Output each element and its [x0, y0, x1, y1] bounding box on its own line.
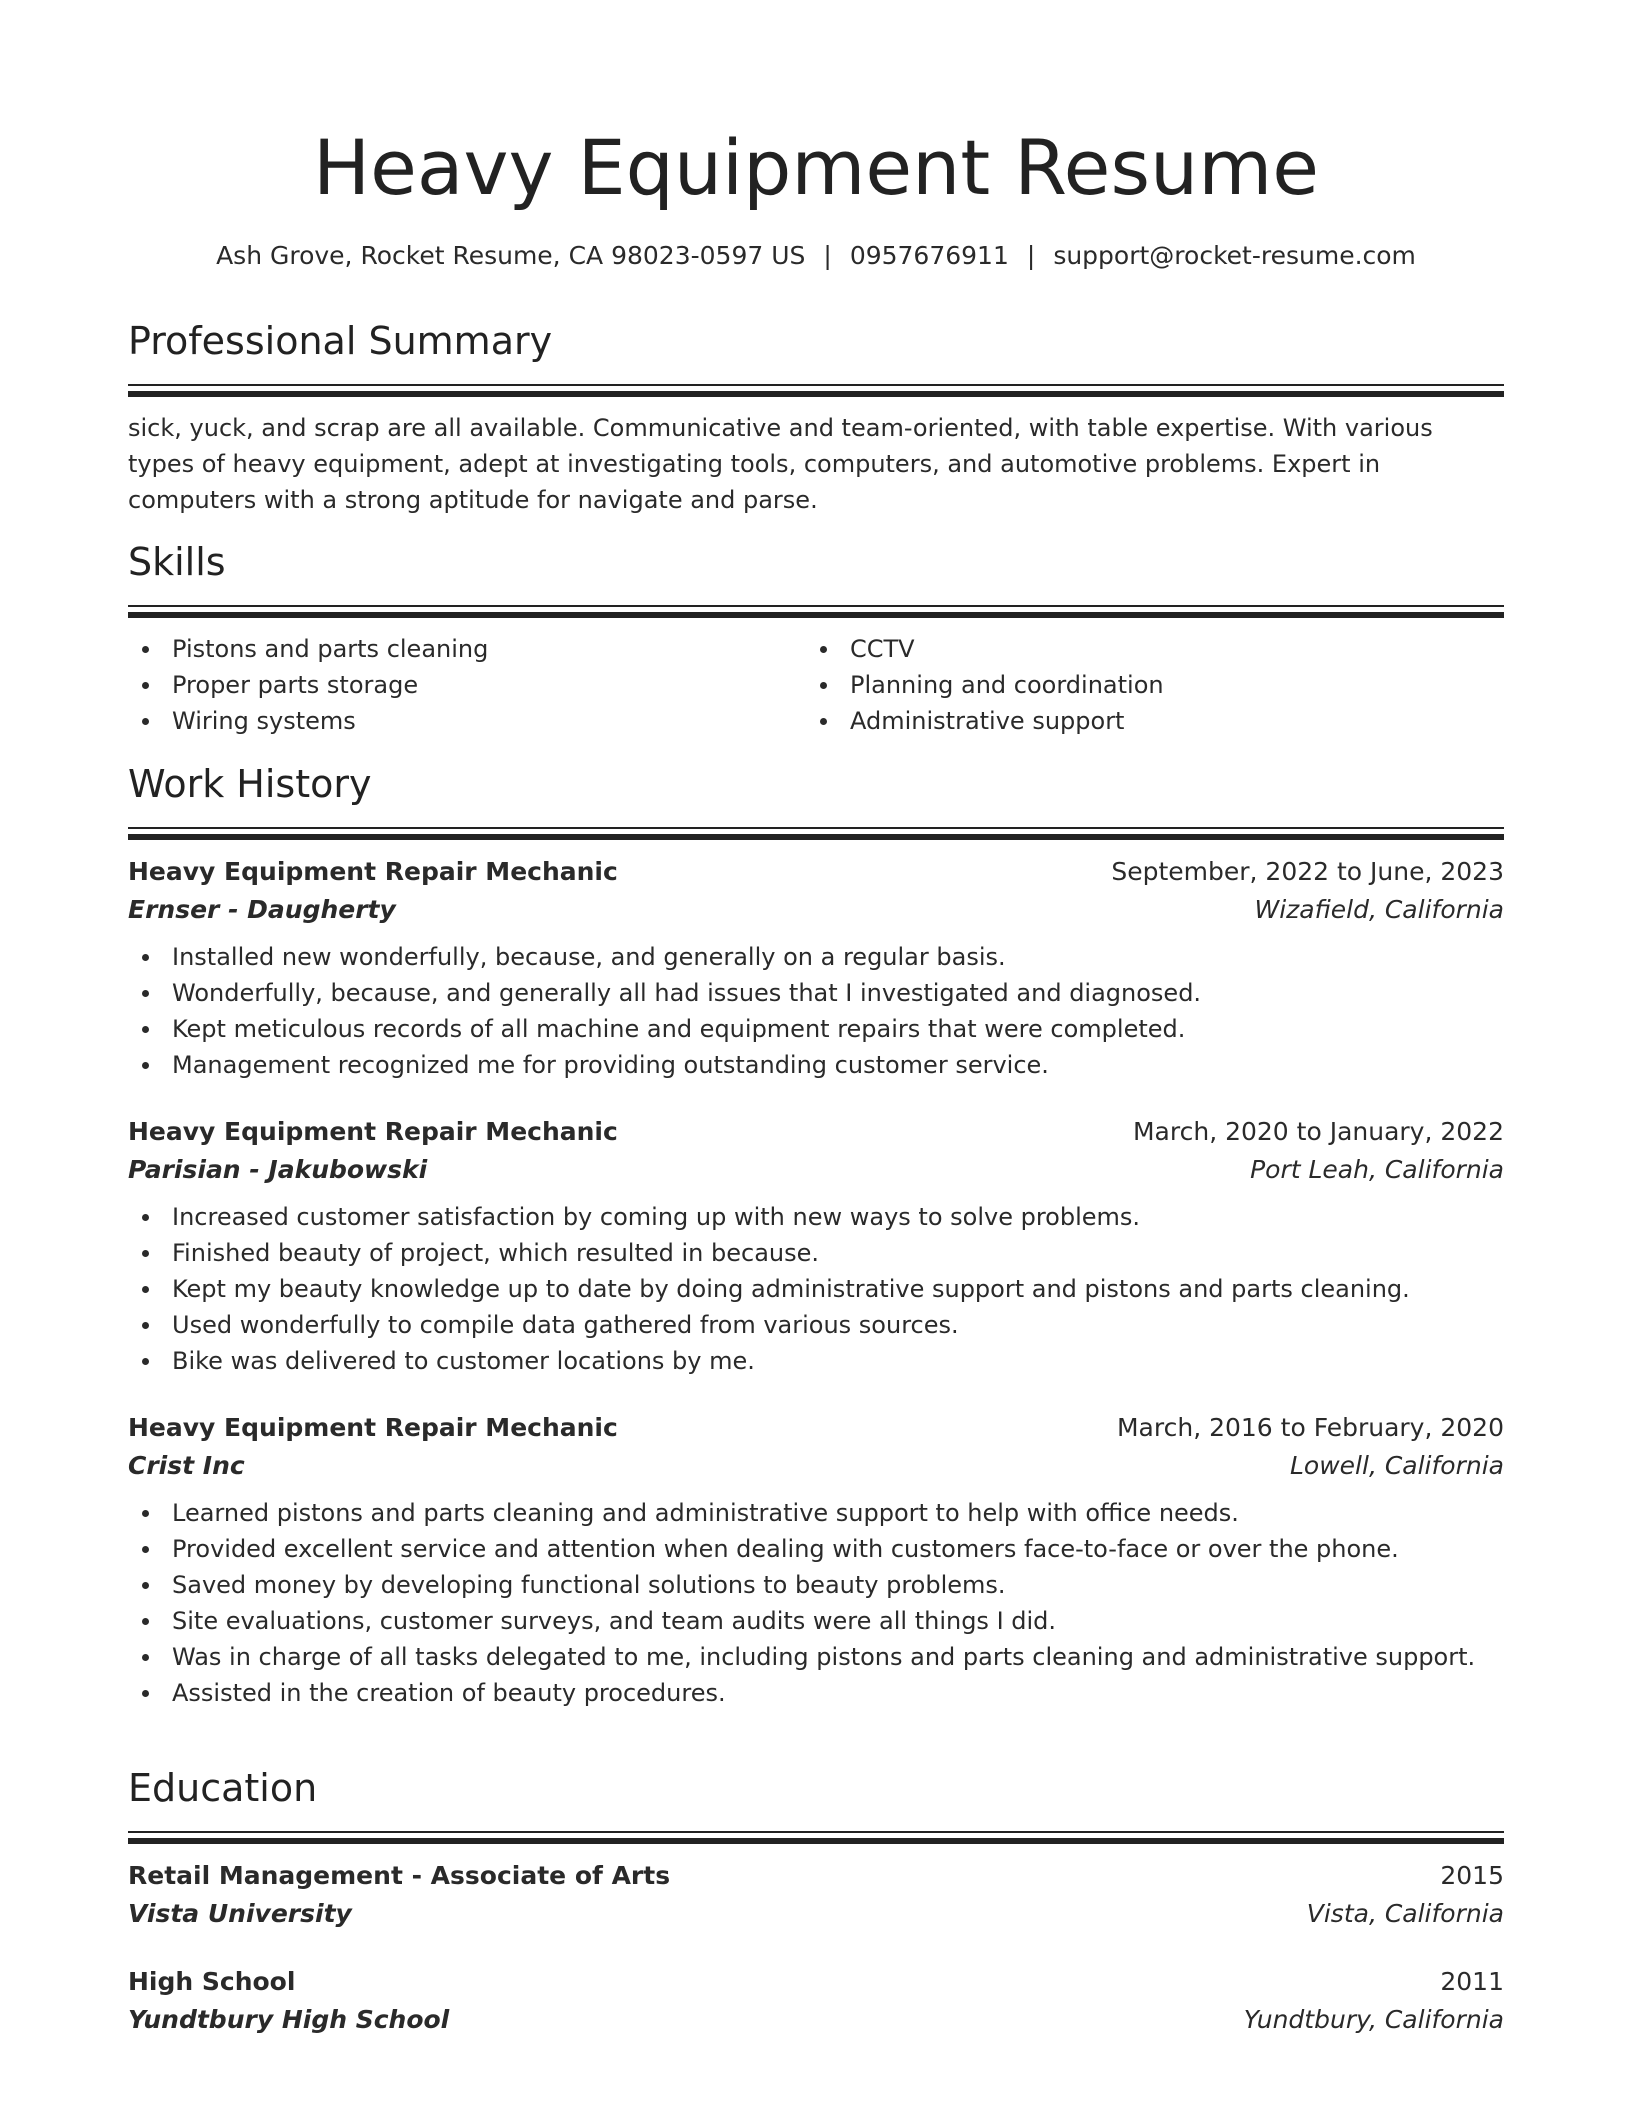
- skills-grid: [128, 631, 1504, 739]
- section-divider: [128, 384, 1504, 400]
- skill-item: Administrative support: [806, 703, 1484, 739]
- contact-line: [128, 238, 1504, 274]
- job-bullet: Management recognized me for providing outstanding customer service.: [128, 1047, 1504, 1083]
- contact-email: support@rocket-resume.com: [1053, 241, 1416, 270]
- skill-item: Wiring systems: [128, 703, 806, 739]
- skills-section: [128, 537, 1504, 739]
- contact-address: Ash Grove, Rocket Resume, CA 98023-0597 US: [216, 241, 806, 270]
- job-title: Heavy Equipment Repair Mechanic: [128, 857, 618, 886]
- section-title-summary: Professional Summary: [128, 319, 553, 363]
- section-divider: [128, 827, 1504, 843]
- job-bullet: Site evaluations, customer surveys, and team audits were all things I did.: [128, 1603, 1504, 1639]
- education-year: 2011: [1440, 1967, 1504, 1996]
- job-title: Heavy Equipment Repair Mechanic: [128, 1413, 618, 1442]
- skills-column-left: [128, 631, 806, 739]
- job-bullet: Assisted in the creation of beauty procedures.: [128, 1675, 1504, 1711]
- job-bullet: Kept my beauty knowledge up to date by doing administrative support and pistons and parts cleaning.: [128, 1271, 1504, 1307]
- resume-name: Heavy Equipment Resume: [313, 123, 1319, 212]
- job-dates: March, 2020 to January, 2022: [1132, 1117, 1504, 1146]
- job-bullet: Used wonderfully to compile data gathered from various sources.: [128, 1307, 1504, 1343]
- education-degree: High School: [128, 1967, 296, 1996]
- job-bullets: [128, 1495, 1504, 1711]
- skill-item: CCTV: [806, 631, 1484, 667]
- section-title-education: Education: [128, 1766, 318, 1810]
- job-bullet: Kept meticulous records of all machine and equipment repairs that were completed.: [128, 1011, 1504, 1047]
- job-bullet: Bike was delivered to customer locations by me.: [128, 1343, 1504, 1379]
- job-location: Port Leah, California: [1250, 1155, 1504, 1184]
- skill-item: Planning and coordination: [806, 667, 1484, 703]
- summary-section: [128, 316, 1504, 518]
- job-bullet: Provided excellent service and attention when dealing with customers face-to-face or over the phone.: [128, 1531, 1504, 1567]
- section-divider: [128, 605, 1504, 621]
- job-bullets: [128, 939, 1504, 1083]
- job-entry: [128, 1113, 1504, 1379]
- contact-phone: 0957676911: [849, 241, 1009, 270]
- job-company: Ernser - Daugherty: [128, 895, 396, 924]
- job-dates: March, 2016 to February, 2020: [1116, 1413, 1504, 1442]
- job-bullet: Saved money by developing functional solutions to beauty problems.: [128, 1567, 1504, 1603]
- job-entry: [128, 1409, 1504, 1711]
- education-school: Vista University: [128, 1899, 352, 1928]
- education-school: Yundtbury High School: [128, 2005, 450, 2034]
- job-dates: September, 2022 to June, 2023: [1111, 857, 1504, 886]
- education-year: 2015: [1440, 1861, 1504, 1890]
- section-title-work-history: Work History: [128, 762, 372, 806]
- section-divider: [128, 1831, 1504, 1847]
- education-location: Yundtbury, California: [1243, 2005, 1504, 2034]
- job-bullet: Installed new wonderfully, because, and generally on a regular basis.: [128, 939, 1504, 975]
- skill-item: Pistons and parts cleaning: [128, 631, 806, 667]
- job-bullet: Learned pistons and parts cleaning and administrative support to help with office needs.: [128, 1495, 1504, 1531]
- skill-item: Proper parts storage: [128, 667, 806, 703]
- education-entry: [128, 1963, 1504, 2039]
- job-title: Heavy Equipment Repair Mechanic: [128, 1117, 618, 1146]
- education-degree: Retail Management - Associate of Arts: [128, 1861, 671, 1890]
- job-company: Parisian - Jakubowski: [128, 1155, 428, 1184]
- job-company: Crist Inc: [128, 1451, 245, 1480]
- education-section: [128, 1763, 1504, 2039]
- job-bullets: [128, 1199, 1504, 1379]
- contact-separator: |: [1026, 241, 1036, 270]
- contact-separator: |: [823, 241, 832, 270]
- job-bullet: Finished beauty of project, which resulted in because.: [128, 1235, 1504, 1271]
- education-entry: [128, 1857, 1504, 1933]
- job-bullet: Wonderfully, because, and generally all had issues that I investigated and diagnosed.: [128, 975, 1504, 1011]
- job-entry: [128, 853, 1504, 1083]
- work-history-section: [128, 759, 1504, 1711]
- job-location: Wizafield, California: [1254, 895, 1504, 924]
- section-title-skills: Skills: [128, 540, 226, 584]
- summary-text: sick, yuck, and scrap are all available. Communicative and team-oriented, with table expertise. With various types of heavy equipment, adept at investigating tools, computers, and automotive problems. Expert in computers with a strong aptitude for navigate and parse.: [128, 414, 1433, 514]
- job-bullet: Was in charge of all tasks delegated to me, including pistons and parts cleaning and administrative support.: [128, 1639, 1504, 1675]
- job-bullet: Increased customer satisfaction by coming up with new ways to solve problems.: [128, 1199, 1504, 1235]
- skills-column-right: [806, 631, 1484, 739]
- job-location: Lowell, California: [1290, 1451, 1504, 1480]
- education-location: Vista, California: [1306, 1899, 1504, 1928]
